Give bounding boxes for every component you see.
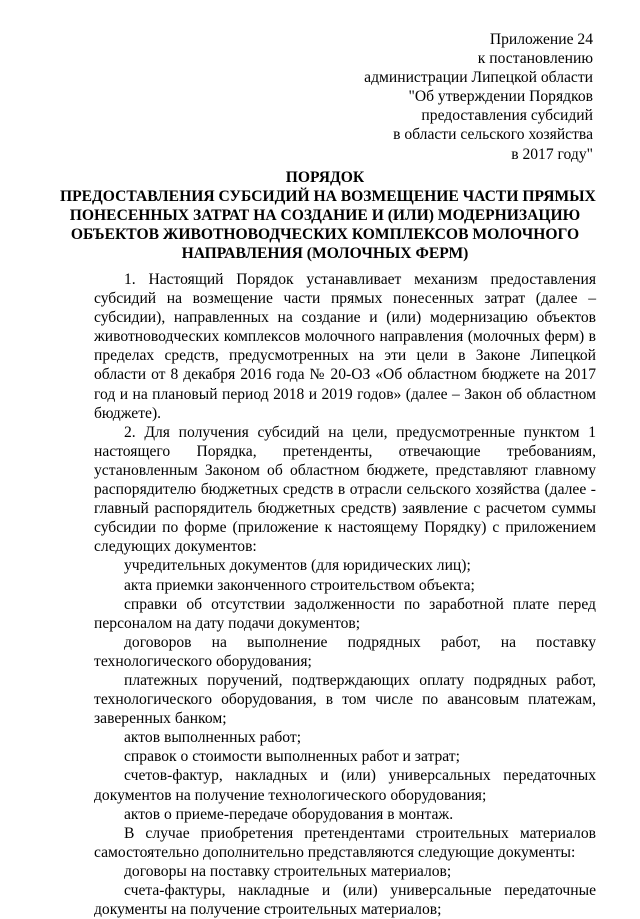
list-item: справок о стоимости выполненных работ и затрат; <box>124 748 460 766</box>
list-item: счета-фактуры, накладные и (или) универсальные передаточные документы на получение строительных материалов; <box>94 882 596 919</box>
annex-line: в 2017 году" <box>511 145 593 163</box>
title-line: ПОРЯДОК <box>285 169 365 186</box>
title-line: ПРЕДОСТАВЛЕНИЯ СУБСИДИЙ НА ВОЗМЕЩЕНИЕ ЧАСТИ ПРЯМЫХ <box>60 188 596 206</box>
annex-line: "Об утверждении Порядков <box>408 88 593 106</box>
list-item: учредительных документов (для юридических лиц); <box>124 557 471 575</box>
annex-line: администрации Липецкой области <box>364 69 593 87</box>
title-line: ОБЪЕКТОВ ЖИВОТНОВОДЧЕСКИХ КОМПЛЕКСОВ МОЛОЧНОГО <box>70 226 580 244</box>
annex-header <box>293 30 593 164</box>
list-item: актов о приеме-передаче оборудования в монтаж. <box>124 805 454 823</box>
list-item: акта приемки законченного строительством объекта; <box>124 576 475 594</box>
list-item: договоров на выполнение подрядных работ, на поставку технологического оборудования; <box>94 633 596 670</box>
annex-line: в области сельского хозяйства <box>393 126 593 144</box>
list-item: договоры на поставку строительных материалов; <box>124 862 452 880</box>
paragraph-materials: В случае приобретения претендентами строительных материалов самостоятельно дополнительно представляются следующие документы: <box>94 824 596 861</box>
list-item: актов выполненных работ; <box>124 729 302 747</box>
list-item: платежных поручений, подтверждающих оплату подрядных работ, технологического оборудования, в том числе по авансовым платежам, заверенных банком; <box>94 671 596 728</box>
annex-line: предоставления субсидий <box>421 107 593 125</box>
paragraph-2: 2. Для получения субсидий на цели, предусмотренные пунктом 1 настоящего Порядка, претенденты, отвечающие требованиям, установленным Законом об областном бюджете, представляют главному распорядителю бюджетных средств в отрасли сельского хозяйства (далее - главный распорядитель бюджетных средств) заявление с расчетом суммы субсидии по форме (приложение к настоящему Порядку) с приложением следующих документов: <box>94 423 596 556</box>
title-line: НАПРАВЛЕНИЯ (МОЛОЧНЫХ ФЕРМ) <box>181 245 469 263</box>
document-body <box>94 270 596 919</box>
list-item: счетов-фактур, накладных и (или) универсальных передаточных документов на получение технологического оборудования; <box>94 767 596 804</box>
document-title <box>60 168 596 263</box>
list-item: справки об отсутствии задолженности по заработной плате перед персоналом на дату подачи документов; <box>94 595 596 632</box>
annex-line: Приложение 24 <box>489 31 593 48</box>
annex-line: к постановлению <box>477 50 593 68</box>
title-line: ПОНЕСЕННЫХ ЗАТРАТ НА СОЗДАНИЕ И (ИЛИ) МОДЕРНИЗАЦИЮ <box>69 207 581 225</box>
paragraph-1: 1. Настоящий Порядок устанавливает механизм предоставления субсидий на возмещение части прямых понесенных затрат (далее – субсидии), направленных на создание и (или) модернизацию объектов животноводческих комплексов молочного направления (молочных ферм) в пределах средств, предусмотренных на эти цели в Законе Липецкой области от 8 декабря 2016 года № 20-ОЗ «Об областном бюджете на 2017 год и на плановый период 2018 и 2019 годов» (далее – Закон об областном бюджете). <box>94 271 596 422</box>
